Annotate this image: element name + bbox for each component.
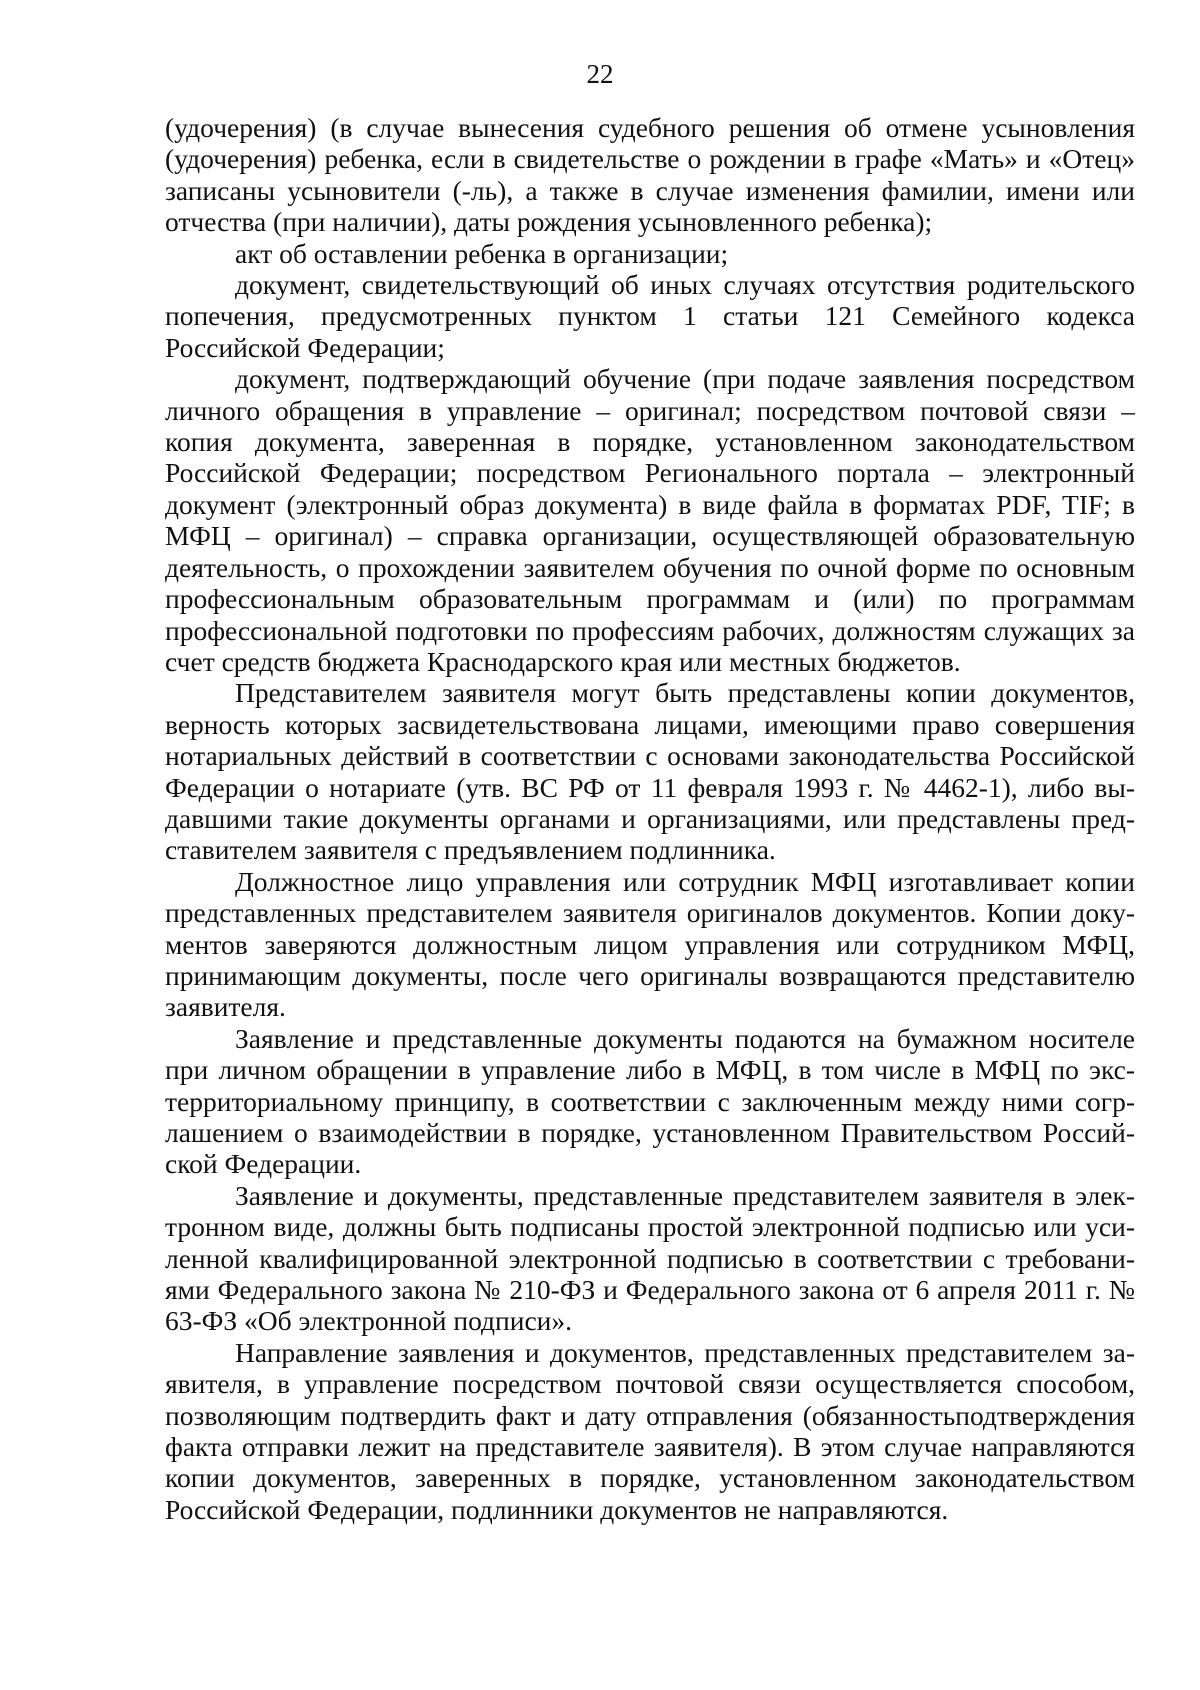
paragraph-paper-submission: Заявление и представленные документы подаются на бумажном носителе при личном обращении в управление либо в МФЦ, в том числе в МФЦ по экстерриториальному принципу, в соответствии с заключенным между ними согрлашением о взаимодействии в порядке, установленном Правительством Российской Федерации. (165, 1022, 1135, 1180)
paragraph-education-document: документ, подтверждающий обучение (при подаче заявления посредством личного обращения в управление – оригинал; посредством почтовой связи – копия документа, заверенная в порядке, установленном законодательством Российской Федерации; посредством Регионального портала – электронный документ (электронный образ документа) в виде файла в форматах PDF, TIF; в МФЦ – оригинал) – справка организации, осуществляющей образовательную деятельность, о прохождении заявителем обучения по очной форме по основным профессиональным образовательным программам и (или) по программам профессиональной подготовки по профессиям рабочих, должностям служащих за счет средств бюджета Краснодарского края или местных бюджетов. (165, 363, 1135, 677)
paragraph-electronic-signature: Заявление и документы, представленные представителем заявителя в электронном виде, должны быть подписаны простой электронной подписью или усиленной квалифицированной электронной подписью в соответствии с требованиями Федерального закона № 210-ФЗ и Федерального закона от 6 апреля 2011 г. № 63-ФЗ «Об электронной подписи». (165, 1179, 1135, 1337)
paragraph-adoption-continuation: (удочерения) (в случае вынесения судебного решения об отмене усыновления (удочерения) ребенка, если в свидетельстве о рождении в графе «Мать» и «Отец» записаны усыновители (-ль), а также в случае изменения фамилии, имени или отчества (при наличии), даты рождения усыновленного ребенка); (165, 112, 1135, 238)
paragraph-abandonment-act: акт об оставлении ребенка в организации; (235, 237, 729, 269)
paragraph-parental-care-document: документ, свидетельствующий об иных случаях отсутствия родительского попечения, предусмотренных пунктом 1 статьи 121 Семейного кодекса Российской Федерации; (165, 269, 1135, 363)
paragraph-postal-submission: Направление заявления и документов, представленных представителем заявителя, в управление посредством почтовой связи осуществляется способом, позволяющим подтвердить факт и дату отправления (обязанностьподтверждения факта отправки лежит на представителе заявителя). В этом случае направляются копии документов, заверенных в порядке, установленном законодательством Российской Федерации, подлинники документов не направляются. (165, 1336, 1135, 1525)
paragraph-representative-copies: Представителем заявителя могут быть представлены копии документов, верность которых засвидетельствована лицами, имеющими право совершения нотариальных действий в соответствии с основами законодательства Российской Федерации о нотариате (утв. ВС РФ от 11 февраля 1993 г. № 4462-1), либо выдавшими такие документы органами и организациями, или представлены представителем заявителя с предъявлением подлинника. (165, 677, 1135, 866)
paragraph-official-copies: Должностное лицо управления или сотрудник МФЦ изготавливает копии представленных представителем заявителя оригиналов документов. Копии документов заверяются должностным лицом управления или сотрудником МФЦ, принимающим документы, после чего оригиналы возвращаются представителю заявителя. (165, 865, 1135, 1023)
document-body (165, 112, 1135, 1525)
page-number: 22 (586, 59, 614, 89)
